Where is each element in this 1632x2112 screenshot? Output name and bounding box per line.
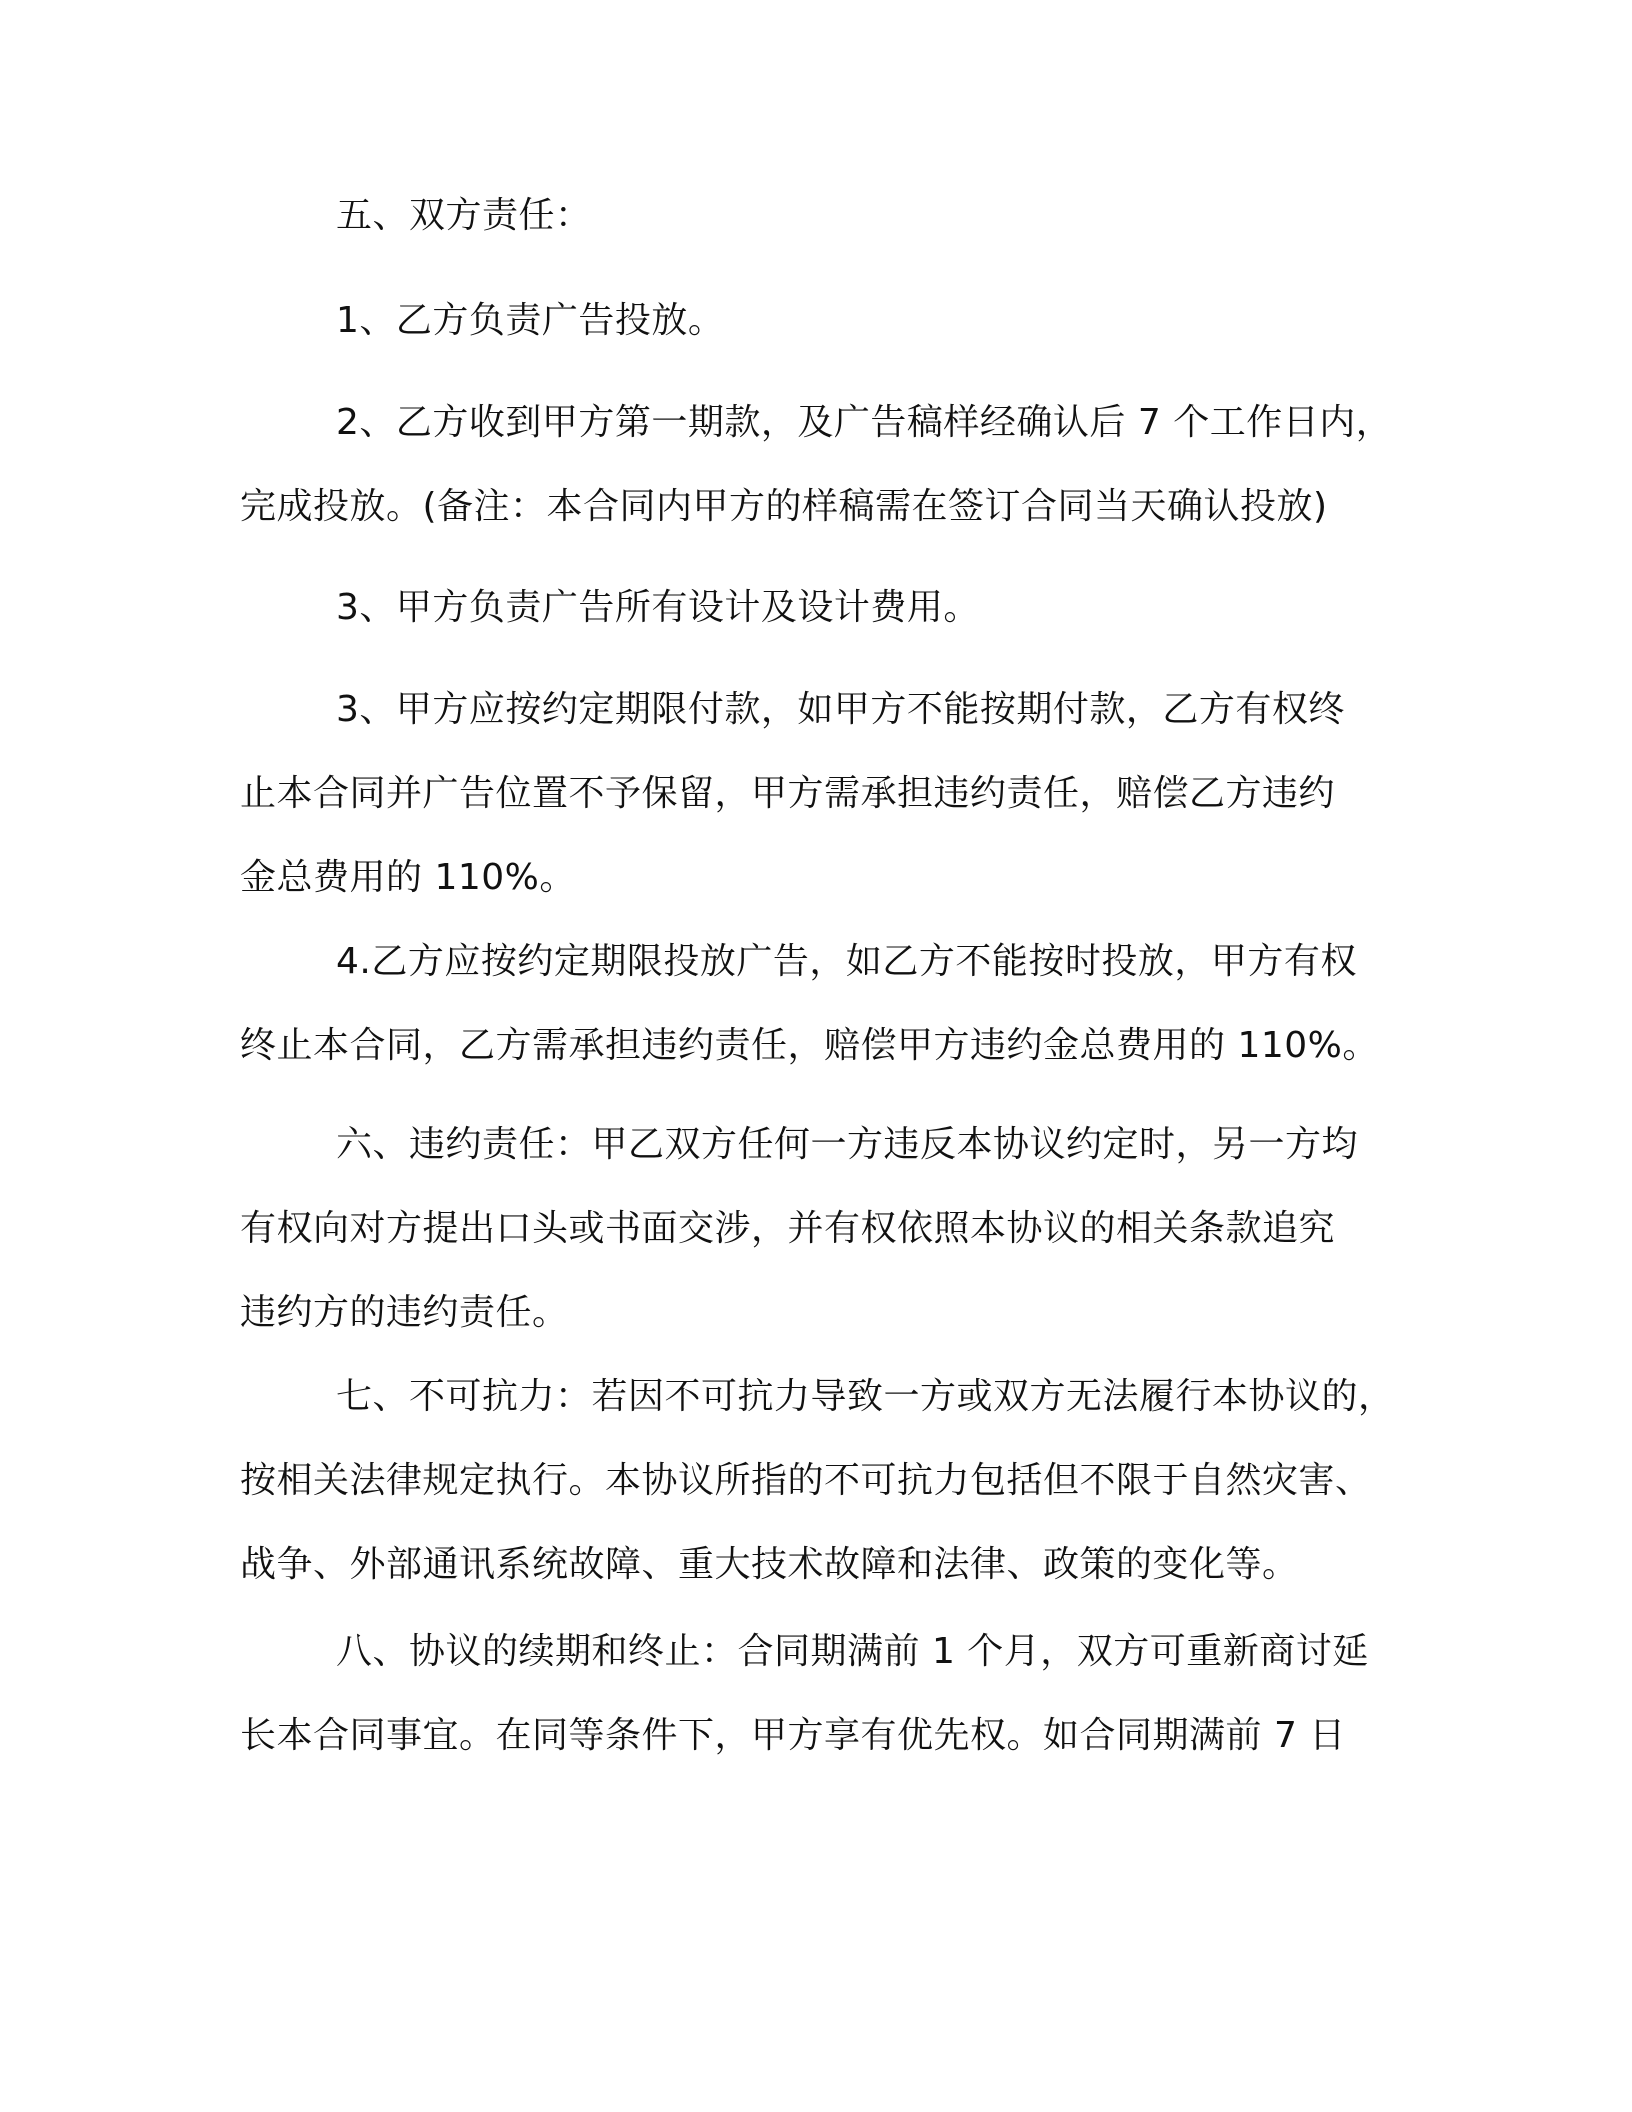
text-line: 六、违约责任：甲乙双方任何一方违反本协议约定时，另一方均 (336, 1124, 1359, 1165)
text-line: 2、乙方收到甲方第一期款，及广告稿样经确认后 7 个工作日内， (336, 402, 1393, 443)
text-line: 止本合同并广告位置不予保留，甲方需承担违约责任，赔偿乙方违约 (240, 773, 1336, 814)
clause-renewal-termination (240, 1610, 1415, 1778)
clause-breach-liability (240, 1103, 1415, 1355)
clause-item-2 (240, 381, 1415, 549)
text-line: 4.乙方应按约定期限投放广告，如乙方不能按时投放，甲方有权 (336, 941, 1357, 982)
clause-item-1 (240, 279, 1415, 363)
text-line: 战争、外部通讯系统故障、重大技术故障和法律、政策的变化等。 (240, 1544, 1299, 1585)
text-line: 终止本合同，乙方需承担违约责任，赔偿甲方违约金总费用的 110%。 (240, 1025, 1379, 1066)
text-line: 有权向对方提出口头或书面交涉，并有权依照本协议的相关条款追究 (240, 1208, 1336, 1249)
text-line: 完成投放。(备注：本合同内甲方的样稿需在签订合同当天确认投放) (240, 486, 1328, 527)
text-line: 1、乙方负责广告投放。 (336, 300, 725, 341)
text-line: 3、甲方应按约定期限付款，如甲方不能按期付款，乙方有权终 (336, 689, 1345, 730)
clause-item-3-design (240, 566, 1415, 650)
text-line: 金总费用的 110%。 (240, 857, 576, 898)
text-line: 五、双方责任： (336, 195, 592, 236)
text-line: 七、不可抗力：若因不可抗力导致一方或双方无法履行本协议的， (336, 1376, 1395, 1417)
clause-item-4 (240, 920, 1415, 1088)
section-heading-mutual-responsibilities (240, 174, 1415, 258)
text-line: 八、协议的续期和终止：合同期满前 1 个月，双方可重新商讨延 (336, 1631, 1369, 1672)
text-line: 长本合同事宜。在同等条件下，甲方享有优先权。如合同期满前 7 日 (240, 1715, 1346, 1756)
clause-force-majeure (240, 1355, 1415, 1607)
text-line: 违约方的违约责任。 (240, 1292, 569, 1333)
text-line: 按相关法律规定执行。本协议所指的不可抗力包括但不限于自然灾害、 (240, 1460, 1372, 1501)
text-line: 3、甲方负责广告所有设计及设计费用。 (336, 587, 980, 628)
clause-item-3-payment (240, 668, 1415, 920)
